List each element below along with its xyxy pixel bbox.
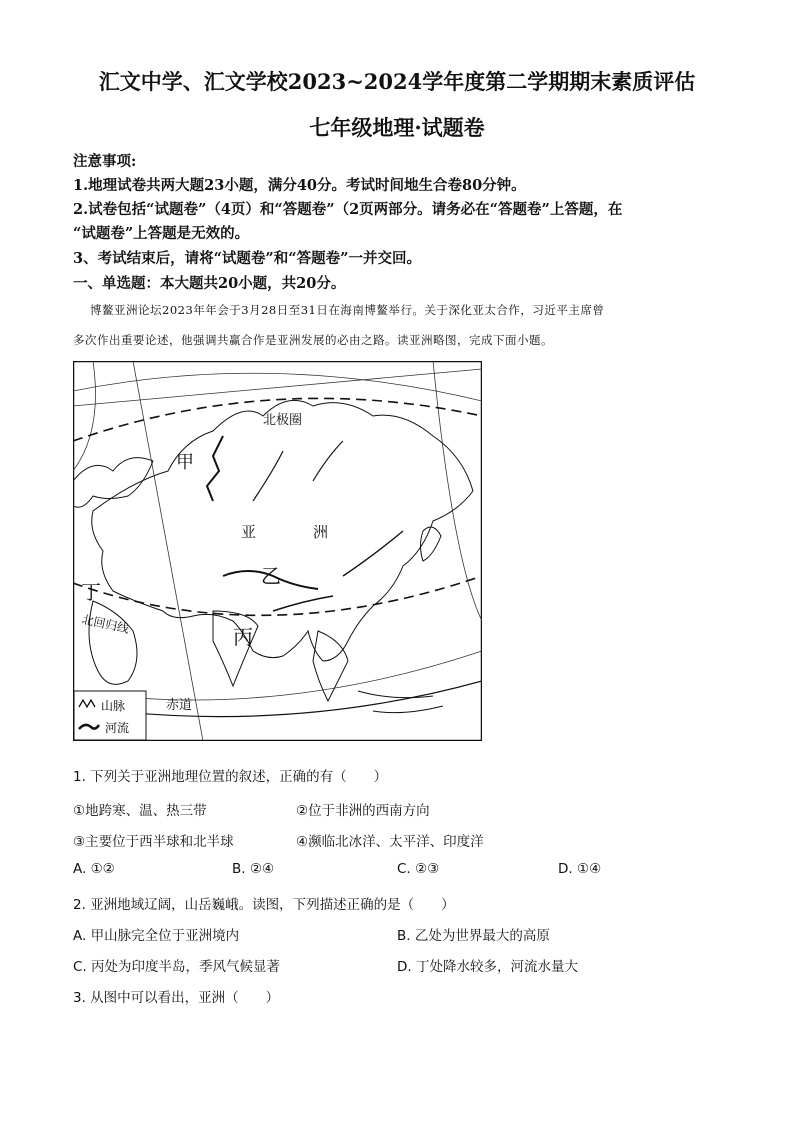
exam-title: 汇文中学、汇文学校2023~2024学年度第二学期期末素质评估 (98, 69, 696, 94)
q1-statement-3: ③主要位于西半球和北半球 (73, 834, 234, 850)
label-bing: 丙 (233, 625, 253, 649)
q1-option-a[interactable]: A. ①② (73, 861, 115, 877)
q2-option-c[interactable]: C. 丙处为印度半岛，季风气候显著 (73, 959, 281, 975)
legend-river-label: 河流 (105, 721, 130, 735)
label-equator: 赤道 (166, 698, 193, 713)
notice-item-2: 2.试卷包括“试题卷”（4页）和“答题卷”（2页两部分。请务必在“答题卷”上答题，在 (73, 201, 623, 218)
notice-item-3: 3、考试结束后，请将“试题卷”和“答题卷”一并交回。 (73, 250, 421, 267)
legend-mountain-label: 山脉 (101, 699, 126, 713)
q2-option-a[interactable]: A. 甲山脉完全位于亚洲境内 (73, 928, 240, 944)
q2-option-d[interactable]: D. 丁处降水较多，河流水量大 (397, 959, 578, 975)
q1-option-d[interactable]: D. ①④ (558, 861, 602, 877)
q1-statement-4: ④濒临北冰洋、太平洋、印度洋 (296, 834, 484, 850)
notice-heading: 注意事项: (73, 153, 137, 170)
label-arctic-circle: 北极圈 (263, 413, 303, 428)
question-2-stem: 2. 亚洲地域辽阔，山岳巍峨。读图，下列描述正确的是（ ） (73, 897, 455, 913)
asia-sketch-map (73, 361, 482, 741)
label-jia: 甲 (176, 452, 194, 473)
label-ya: 亚 (241, 523, 257, 541)
q1-statement-2: ②位于非洲的西南方向 (296, 803, 430, 819)
exam-subtitle: 七年级地理·试题卷 (309, 115, 485, 140)
q1-statement-1: ①地跨寒、温、热三带 (73, 803, 207, 819)
q1-option-c[interactable]: C. ②③ (397, 861, 440, 877)
q2-option-b[interactable]: B. 乙处为世界最大的高原 (397, 928, 550, 944)
notice-item-1: 1.地理试卷共两大题23小题，满分40分。考试时间地生合卷80分钟。 (73, 177, 526, 194)
label-yi: 乙 (261, 564, 281, 588)
label-zhou: 洲 (313, 523, 329, 541)
label-tropic: 北回归线 (80, 612, 131, 636)
q1-option-b[interactable]: B. ②④ (232, 861, 275, 877)
question-1-stem: 1. 下列关于亚洲地理位置的叙述，正确的有（ ） (73, 769, 388, 785)
map-legend (74, 691, 146, 740)
intro-text-line-1: 博鳌亚洲论坛2023年年会于3月28日至31日在海南博鳌举行。关于深化亚太合作，习近平主席曾 (90, 303, 605, 317)
notice-item-2-cont: “试题卷”上答题是无效的。 (73, 225, 250, 242)
label-ding: 丁 (81, 580, 101, 604)
question-3-stem: 3. 从图中可以看出，亚洲（ ） (73, 990, 280, 1006)
section-heading: 一、单选题：本大题共20小题，共20分。 (73, 275, 346, 292)
intro-text-line-2: 多次作出重要论述，他强调共赢合作是亚洲发展的必由之路。读亚洲略图，完成下面小题。 (73, 333, 553, 347)
